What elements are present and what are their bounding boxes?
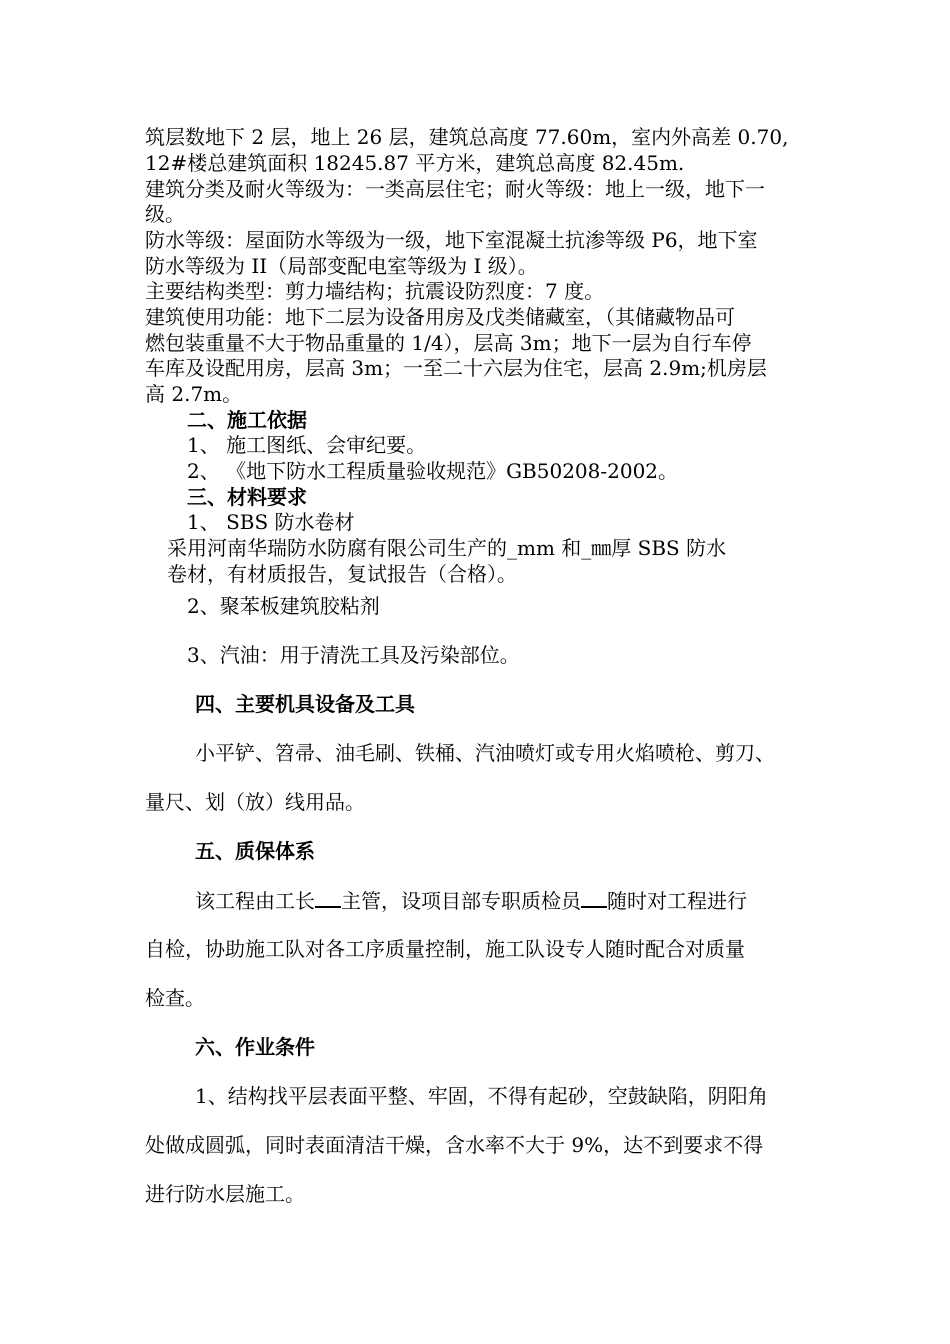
tools-text: 小平铲、笤帚、油毛刷、铁桶、汽油喷灯或专用火焰喷枪、剪刀、 — [195, 741, 775, 765]
quality-text-cont: 自检，协助施工队对各工序质量控制，施工队设专人随时配合对质量 — [145, 937, 745, 961]
quality-text — [195, 888, 747, 913]
inspector-blank — [581, 888, 607, 908]
fire-rating-text: 建筑分类及耐火等级为：一类高层住宅；耐火等级：地上一级，地下一 — [145, 177, 765, 201]
quality-text-part-3: 随时对工程进行 — [607, 889, 747, 913]
quality-text-part-2: 主管，设项目部专职质检员 — [341, 889, 581, 913]
material-item-3: 3、汽油：用于清洗工具及污染部位。 — [187, 643, 520, 667]
conditions-item-1-cont-2: 进行防水层施工。 — [145, 1182, 305, 1206]
material-item-1: 1、 SBS 防水卷材 — [187, 510, 355, 534]
conditions-item-1-cont: 处做成圆弧，同时表面清洁干燥，含水率不大于 9%，达不到要求不得 — [145, 1133, 764, 1157]
building-use-text-4: 高 2.7m。 — [145, 382, 243, 406]
conditions-item-1: 1、结构找平层表面平整、牢固，不得有起砂，空鼓缺陷，阴阳角 — [195, 1084, 768, 1108]
basis-item-2: 2、 《地下防水工程质量验收规范》GB50208-2002。 — [187, 459, 679, 483]
section-heading-basis: 二、施工依据 — [187, 408, 307, 432]
section-heading-conditions: 六、作业条件 — [195, 1035, 315, 1059]
building-floors-text: 筑层数地下 2 层，地上 26 层，建筑总高度 77.60m，室内外高差 0.70, — [145, 125, 789, 149]
section-heading-materials: 三、材料要求 — [187, 485, 307, 509]
fire-rating-text-cont: 级。 — [145, 202, 185, 226]
waterproof-grade-text: 防水等级：屋面防水等级为一级，地下室混凝土抗渗等级 P6，地下室 — [145, 228, 758, 252]
building-use-text-2: 燃包装重量不大于物品重量的 1/4），层高 3m；地下一层为自行车停 — [145, 331, 752, 355]
tools-text-cont: 量尺、划（放）线用品。 — [145, 790, 365, 814]
quality-text-cont-2: 检查。 — [145, 986, 205, 1010]
building-use-text-3: 车库及设配用房，层高 3m；一至二十六层为住宅，层高 2.9m;机房层 — [145, 356, 767, 380]
section-heading-quality: 五、质保体系 — [195, 839, 315, 863]
material-item-2: 2、聚苯板建筑胶粘剂 — [187, 594, 380, 618]
section-heading-tools: 四、主要机具设备及工具 — [195, 692, 415, 716]
quality-text-part-1: 该工程由工长 — [195, 889, 315, 913]
basis-item-1: 1、 施工图纸、会审纪要。 — [187, 433, 427, 457]
material-item-1-desc: 采用河南华瑞防水防腐有限公司生产的_mm 和_㎜厚 SBS 防水 — [167, 536, 727, 560]
building-use-text: 建筑使用功能：地下二层为设备用房及戊类储藏室，（其储藏物品可 — [145, 305, 735, 329]
structure-type-text: 主要结构类型：剪力墙结构；抗震设防烈度：7 度。 — [145, 279, 605, 303]
foreman-blank — [315, 888, 341, 908]
material-item-1-desc-cont: 卷材，有材质报告，复试报告（合格）。 — [167, 562, 517, 586]
waterproof-grade-text-cont: 防水等级为 II（局部变配电室等级为 I 级）。 — [145, 254, 538, 278]
building-area-text: 12#楼总建筑面积 18245.87 平方米，建筑总高度 82.45m. — [145, 151, 685, 175]
